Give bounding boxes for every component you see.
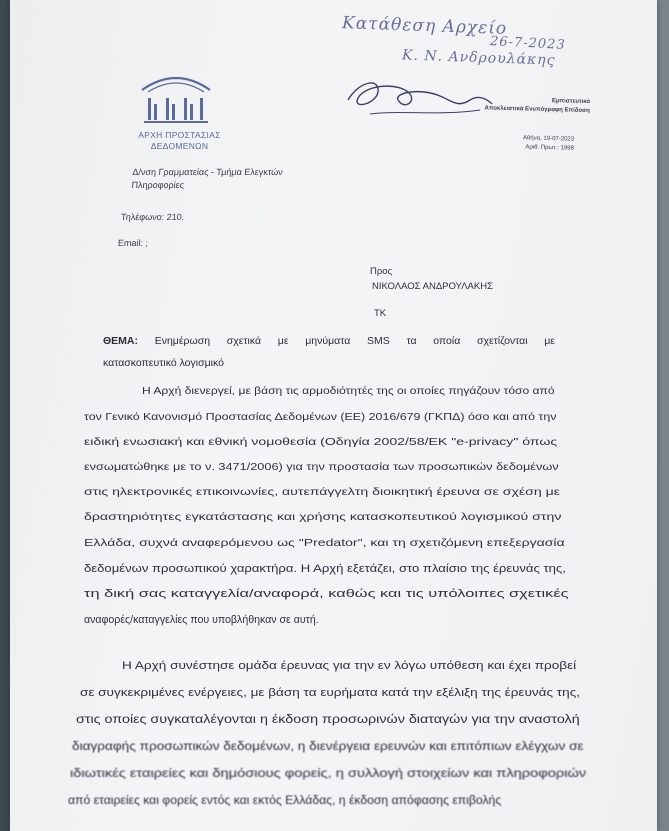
paragraph2-line: Η Αρχή συνέστησε ομάδα έρευνας για την εν λόγω υπόθεση και έχει προβεί xyxy=(122,660,577,672)
department-line2: Πληροφορίες xyxy=(131,180,185,190)
paragraph1-line: τον Γενικό Κανονισμό Προστασίας Δεδομένων (ΕΕ) 2016/679 (ΓΚΠΔ) όσο και από την xyxy=(84,412,557,423)
paragraph2-line: από εταιρείες και φορείς εντός και εκτός Ελλάδας, η έκδοση απόφασης επιβολής xyxy=(68,793,502,807)
subject-text-line1: Ενημέρωση σχετικά με μηνύματα SMS τα οποία σχετίζονται με xyxy=(154,335,555,347)
authority-name xyxy=(122,130,237,152)
paragraph1-line: στις ηλεκτρονικές επικοινωνίες, αυτεπάγγελτη διοικητική έρευνα σε σχέση με xyxy=(84,487,560,498)
subject-line1 xyxy=(103,330,555,352)
paragraph1-line: αναφορές/καταγγελίες που υποβλήθηκαν σε αυτή. xyxy=(84,614,319,626)
background-right xyxy=(657,0,669,831)
document-page xyxy=(10,0,657,831)
subject-line2: κατασκοπευτικό λογισμικό xyxy=(103,357,224,369)
document-date: Αθήνα, 19-07-2023 xyxy=(522,135,575,143)
protocol-number: Αριθ. Πρωτ.: 1998 xyxy=(525,144,574,152)
paragraph2-line: ιδιωτικές εταιρείες και δημόσιους φορείς, η συλλογή στοιχείων και πληροφοριών xyxy=(70,766,587,780)
paragraph1-line: Ελλάδα, συχνά αναφερόμενου ως "Predator", και τη σχετιζόμενη επεξεργασία xyxy=(84,538,565,549)
paragraph1-line: δραστηριότητες εγκατάστασης και χρήσης κατασκοπευτικού λογισμικού στην xyxy=(84,512,562,523)
paragraph1-line: Η Αρχή διενεργεί, με βάση τις αρμοδιότητές της οι οποίες πηγάζουν τόσο από xyxy=(142,386,555,397)
recipient-name: ΝΙΚΟΛΑΟΣ ΑΝΔΡΟΥΛΑΚΗΣ xyxy=(372,281,493,292)
subject xyxy=(103,330,555,374)
classification-2: Αποκλειστικά Ενυπόγραφη Επίδοση xyxy=(484,105,590,115)
recipient-label: Προς xyxy=(370,266,393,277)
phone-field: Τηλέφωνο: 210. xyxy=(120,212,185,222)
department xyxy=(131,166,283,192)
handwritten-date: 26-7-2023 xyxy=(489,34,567,53)
paragraph1-line: δεδομένων προσωπικού χαρακτήρα. Η Αρχή εξετάζει, στο πλαίσιο της έρευνάς της, xyxy=(84,563,566,575)
paragraph1-line: ειδική ενωσιακή και εθνική νομοθεσία (Οδηγία 2002/58/ΕΚ "e-privacy" όπως xyxy=(84,437,558,448)
date-protocol-block xyxy=(450,132,574,153)
department-line1: Δ/νση Γραμματείας - Τμήμα Ελεγκτών xyxy=(132,167,284,177)
handwritten-note-line1: Κατάθεση Αρχείο xyxy=(341,13,508,39)
subject-label: ΘΕΜΑ: xyxy=(103,335,138,347)
paragraph2-line: διαγραφής προσωπικών δεδομένων, η διενέργεια ερευνών και επιτόπιων ελέγχων σε xyxy=(72,739,584,753)
paragraph2-line: σε συγκεκριμένες ενέργειες, με βάση τα ευρήματα κατά την εξέλιξη της έρευνάς της, xyxy=(80,687,581,699)
handwritten-note-line2: Κ. Ν. Ανδρουλάκης xyxy=(401,47,556,69)
classification-1: Εμπιστευτικό xyxy=(551,98,591,106)
authority-name-line1: ΑΡΧΗ ΠΡΟΣΤΑΣΙΑΣ xyxy=(138,130,221,140)
paragraph1-line: τη δική σας καταγγελία/αναφορά, καθώς και τις υπόλοιπες σχετικές xyxy=(84,588,569,600)
email-field: Email: ; xyxy=(117,238,149,248)
authority-name-line2: ΔΕΔΟΜΕΝΩΝ xyxy=(150,141,209,151)
recipient-postcode: ΤΚ xyxy=(374,308,387,319)
authority-logo-icon xyxy=(134,70,218,130)
paragraph1-line: ενσωματώθηκε με το ν. 3471/2006) για την προστασία των προσωπικών δεδομένων xyxy=(84,462,559,473)
paragraph2-line: στις οποίες συγκαταλέγονται η έκδοση προσωρινών διαταγών για την αναστολή xyxy=(76,713,580,726)
